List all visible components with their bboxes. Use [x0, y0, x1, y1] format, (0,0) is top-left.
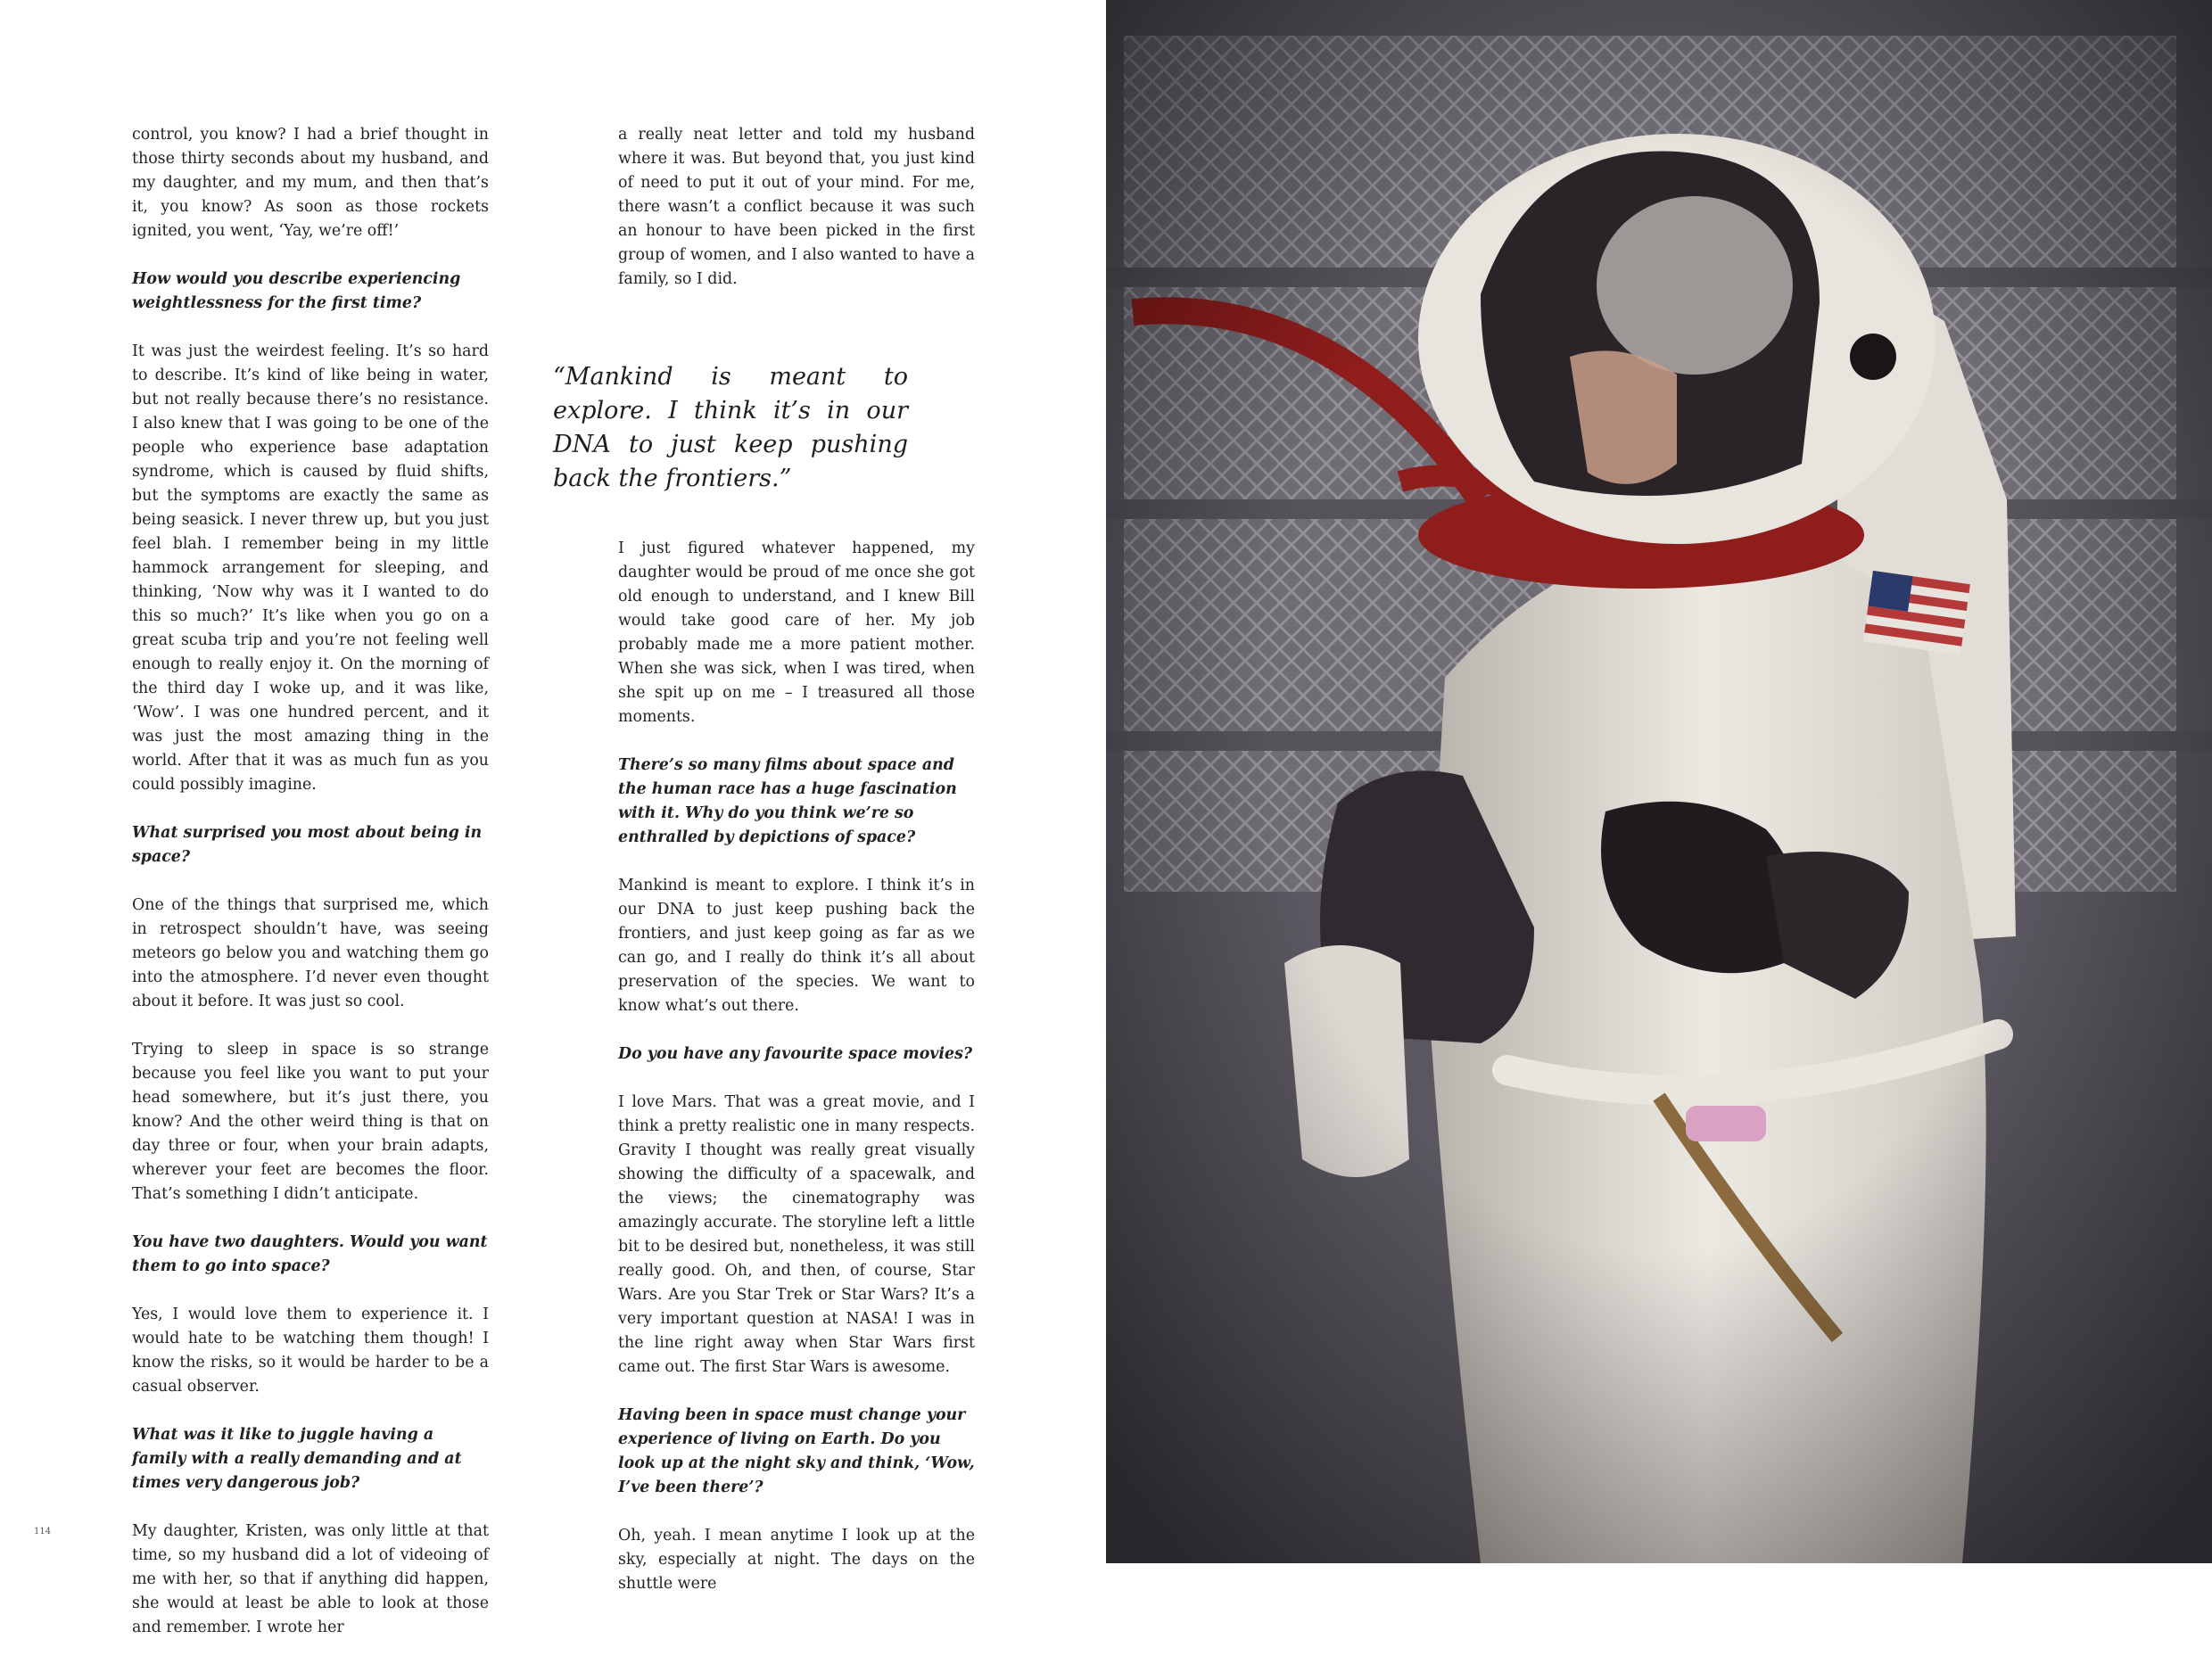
interview-answer: Yes, I would love them to experience it. I would hate to be watching them though! I know the risks, so it would be harder to be a casual observer. — [132, 1306, 489, 1396]
interview-answer: I just figured whatever happened, my daughter would be proud of me once she got old enough to understand, and I knew Bill would take good care of her. My job probably made me a more patient mother. When she was sick, when I was tired, when she spit up on me – I treasured all those moments. — [618, 540, 975, 726]
pull-quote: “Mankind is meant to explore. I think it’s in our DNA to just keep pushing back the frontiers.” — [553, 363, 908, 492]
interview-answer: a really neat letter and told my husband where it was. But beyond that, you just kind of need to put it out of your mind. For me, there wasn’t a conflict because it was such an honour to have been picked in the first group of women, and I also wanted to have a family, so I did. — [618, 126, 975, 288]
text-column-2-lower — [618, 537, 975, 1620]
interview-answer: Mankind is meant to explore. I think it’s in our DNA to just keep pushing back the frontiers, and just keep going as far as we can go, and I really do think it’s all about preservation of the species. We want to know what’s out there. — [618, 877, 975, 1015]
text-column-1 — [132, 123, 489, 1664]
interview-answer: control, you know? I had a brief thought in those thirty seconds about my husband, and my daughter, and my mum, and then that’s it, you know? As soon as those rockets ignited, you went, ‘Yay, we’re off!’ — [132, 126, 489, 240]
left-page — [0, 0, 1106, 1636]
interview-answer: Trying to sleep in space is so strange because you feel like you want to put your head somewhere, but it’s just there, you know? And the other weird thing is that on day three or four, when your brain adapts, wherever your feet are becomes the floor. That’s something I didn’t anticipate. — [132, 1041, 489, 1203]
interview-question: You have two daughters. Would you want them to go into space? — [132, 1233, 488, 1275]
interview-question: What was it like to juggle having a family with a really demanding and at times very dangerous job? — [132, 1426, 462, 1492]
interview-question: There’s so many films about space and the human race has a huge fascination with it. Why do you think we’re so enthralled by depictions of space? — [618, 756, 957, 846]
interview-question: What surprised you most about being in space? — [132, 824, 483, 866]
interview-answer: My daughter, Kristen, was only little at that time, so my husband did a lot of videoing of me with her, so that if anything did happen, she would at least be able to look at those and remember. I wrote her — [132, 1522, 489, 1636]
interview-answer: I love Mars. That was a great movie, and I think a pretty realistic one in many respects. Gravity I thought was really great visually showing the difficulty of a spacewalk, and the views; the cinematography was amazingly accurate. The storyline left a little bit to be desired but, nonetheless, it was still really good. Oh, and then, of course, Star Wars. Are you Star Trek or Star Wars? It’s a very important question at NASA! I was in the line right away when Star Wars first came out. The first Star Wars is awesome. — [618, 1093, 975, 1376]
interview-answer: It was just the weirdest feeling. It’s so hard to describe. It’s kind of like being in water, but not really because there’s no resistance. I also knew that I was going to be one of the people who experience base adaptation syndrome, which is caused by fluid shifts, but the symptoms are exactly the same as being seasick. I never threw up, but you just feel blah. I remember being in my little hammock arrangement for sleeping, and thinking, ‘Now why was it I wanted to do this so much?’ It’s like when you go on a great scuba trip and you’re not feeling well enough to really enjoy it. On the morning of the third day I woke up, and it was like, ‘Wow’. I was one hundred percent, and it was just the most amazing thing in the world. After that it was as much fun as you could possibly imagine. — [132, 342, 489, 794]
interview-question: Having been in space must change your experience of living on Earth. Do you look up at the night sky and think, ‘Wow, I’ve been there’? — [618, 1406, 975, 1496]
interview-question: Do you have any favourite space movies? — [618, 1045, 973, 1063]
astronaut-photo-illustration — [1106, 0, 2212, 1563]
text-column-2-upper — [618, 123, 975, 316]
interview-answer: One of the things that surprised me, which in retrospect shouldn’t have, was seeing meteors go below you and watching them go into the atmosphere. I’d never even thought about it before. It was just so cool. — [132, 896, 489, 1010]
astronaut-photo — [1106, 0, 2212, 1563]
interview-answer: Oh, yeah. I mean anytime I look up at the sky, especially at night. The days on the shuttle were — [618, 1527, 975, 1593]
page-number: 114 — [34, 1527, 52, 1536]
interview-question: How would you describe experiencing weightlessness for the first time? — [132, 270, 461, 312]
